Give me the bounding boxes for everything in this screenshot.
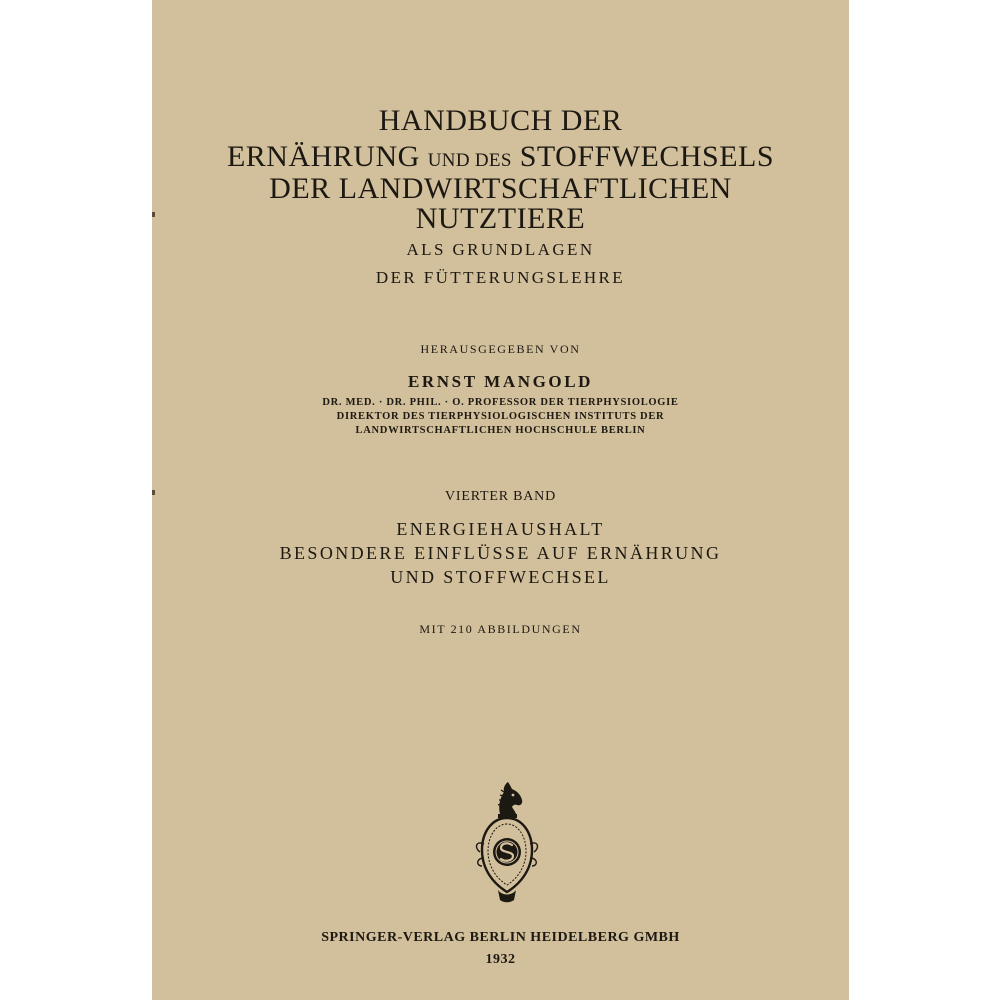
title-line-2	[152, 140, 849, 174]
title-line-4: NUTZTIERE	[415, 202, 586, 235]
volume-number: VIERTER BAND	[444, 489, 557, 504]
volume-title-line-1: ENERGIEHAUSHALT	[396, 519, 605, 539]
title-word-ernaehrung: ERNÄHRUNG	[226, 140, 420, 173]
figures-count: MIT 210 ABBILDUNGEN	[419, 622, 582, 636]
publisher-name: SPRINGER-VERLAG BERLIN HEIDELBERG GMBH	[321, 930, 680, 945]
subtitle-line-1: ALS GRUNDLAGEN	[406, 240, 595, 259]
title-word-und-des: UND DES	[427, 150, 512, 171]
editor-affiliation-3: LANDWIRTSCHAFTLICHEN HOCHSCHULE BERLIN	[355, 425, 646, 436]
publication-year: 1932	[485, 952, 516, 967]
editor-name: ERNST MANGOLD	[407, 372, 594, 391]
volume-title-line-2: BESONDERE EINFLÜSSE AUF ERNÄHRUNG	[279, 543, 722, 563]
title-word-stoffwechsels: STOFFWECHSELS	[519, 140, 775, 173]
editor-label: HERAUSGEGEBEN VON	[420, 342, 581, 356]
springer-horse-logo-icon	[470, 778, 544, 906]
title-line-3: DER LANDWIRTSCHAFTLICHEN	[269, 172, 732, 205]
editor-affiliation-2: DIREKTOR DES TIERPHYSIOLOGISCHEN INSTITUTS DER	[336, 411, 665, 422]
editor-affiliation-1: DR. MED. · DR. PHIL. · O. PROFESSOR DER TIERPHYSIOLOGIE	[322, 397, 679, 408]
title-line-1: HANDBUCH DER	[378, 104, 623, 137]
subtitle-line-2: DER FÜTTERUNGSLEHRE	[375, 268, 626, 287]
book-cover	[152, 0, 849, 1000]
volume-title-line-3: UND STOFFWECHSEL	[390, 567, 611, 587]
